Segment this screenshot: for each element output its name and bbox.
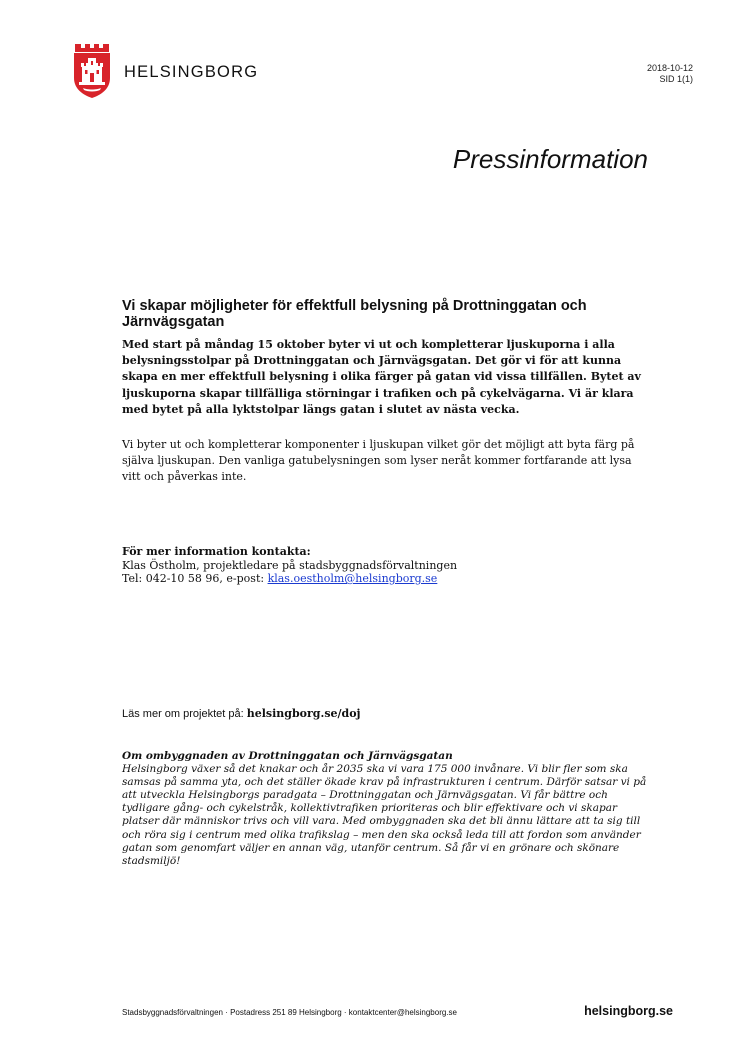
contact-phone-line — [122, 572, 622, 586]
contact-email-link[interactable]: klas.oestholm@helsingborg.se — [267, 572, 438, 585]
read-more — [122, 707, 361, 720]
brand-name: HELSINGBORG — [124, 63, 259, 81]
contact-person: Klas Östholm, projektledare på stadsbyggnadsförvaltningen — [122, 558, 458, 572]
read-more-link[interactable]: helsingborg.se/doj — [246, 707, 361, 720]
helsingborg-crest-logo — [73, 44, 111, 98]
contact-phone: Tel: 042-10 58 96, e-post: — [122, 572, 268, 585]
contact-heading: För mer information kontakta: — [122, 545, 311, 558]
page-number: SID 1(1) — [659, 74, 693, 84]
about-text: Helsingborg växer så det knakar och år 2035 ska vi vara 175 000 invånare. Vi blir fler som ska samsas på samma yta, och det ställer ökade krav på infrastrukturen i centrum. Därför satsar vi på att utveckla Helsingborgs paradgata – Drottninggatan och Järnvägsgatan. Vi får bättre och tydligare gång- och cykelstråk, kollektivtrafiken prioriteras och blir effektivare och vi skapar platser där människor trivs och vill vara. Med ombyggnaden ska det bli ännu lättare att ta sig till och röra sig i centrum med olika trafikslag – men den ska också leda till att fordon som använder gatan som genomfart väljer en annan väg, utanför centrum. Så får vi en grönare och skönare stadsmiljö! — [122, 763, 647, 867]
document-type: Pressinformation — [452, 144, 648, 174]
lead-paragraph: Med start på måndag 15 oktober byter vi ut och kompletterar ljuskuporna i alla belysningsstolpar på Drottninggatan och Järnvägsgatan. Det gör vi för att kunna skapa en mer effektfull belysning i olika färger på gatan vid vissa tillfällen. Bytet av ljuskuporna skapar tillfälliga störningar i trafiken och på cykelvägarna. Vi är klara med bytet på alla lyktstolpar längs gatan i slutet av nästa vecka. — [122, 338, 641, 416]
contact-block — [122, 545, 622, 586]
footer-address: Stadsbyggnadsförvaltningen · Postadress 251 89 Helsingborg · kontaktcenter@helsingborg.se — [122, 1008, 457, 1017]
headline: Vi skapar möjligheter för effektfull belysning på Drottninggatan och Järnvägsgatan — [122, 298, 587, 330]
body-paragraph: Vi byter ut och kompletterar komponenter i ljuskupan vilket gör det möjligt att byta färg på själva ljuskupan. Den vanliga gatubelysningen som lyser neråt kommer fortfarande att lysa vitt och påverkas inte. — [122, 438, 635, 484]
about-heading: Om ombyggnaden av Drottninggatan och Järnvägsgatan — [122, 750, 453, 762]
document-date: 2018-10-12 — [646, 63, 693, 73]
about-section — [122, 750, 647, 868]
read-more-prefix: Läs mer om projektet på: — [122, 708, 247, 720]
document-meta — [647, 63, 693, 85]
footer-site[interactable]: helsingborg.se — [584, 1004, 673, 1018]
